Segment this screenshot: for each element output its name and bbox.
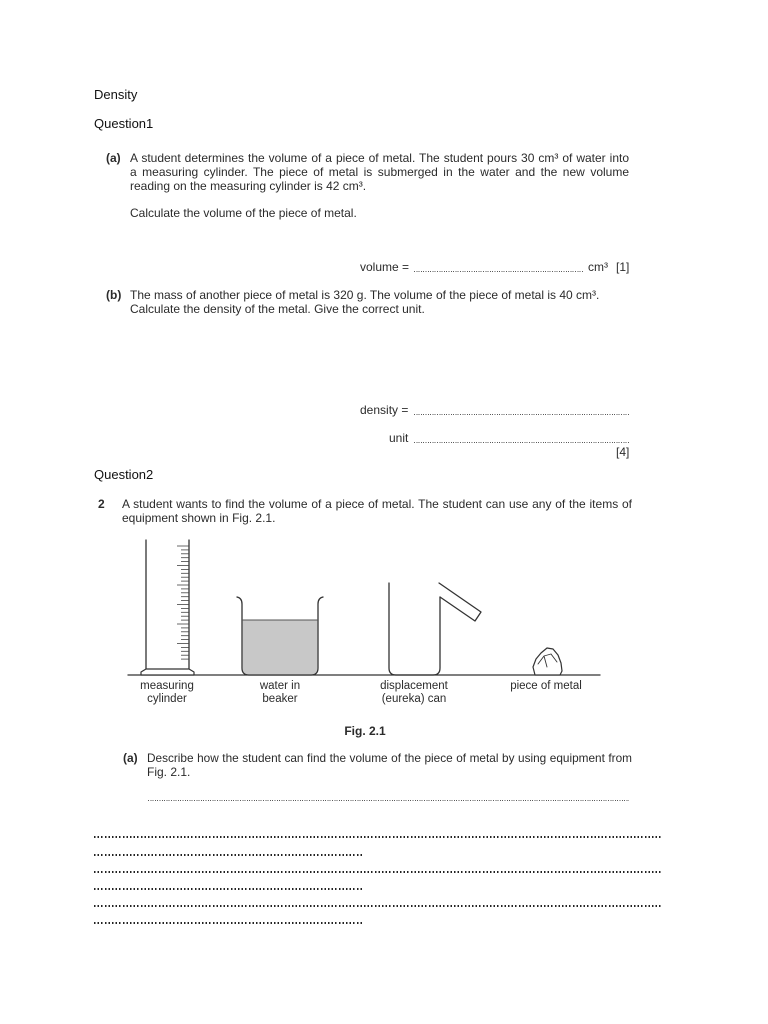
question1-part-b-text-line: The mass of another piece of metal is 320 g. The volume of the piece of metal is 40 cm³. xyxy=(130,288,600,302)
question2-part-a-text-line: Fig. 2.1. xyxy=(147,765,191,779)
figure-caption: Fig. 2.1 xyxy=(344,724,386,738)
label-piece-of-metal xyxy=(486,680,606,693)
label-measuring-cylinder xyxy=(107,680,227,706)
question2-number: 2 xyxy=(98,497,105,511)
label-line: piece of metal xyxy=(510,680,582,692)
volume-answer-label: volume = xyxy=(360,260,410,274)
label-line: beaker xyxy=(262,693,298,705)
density-answer-line xyxy=(414,414,629,415)
label-line: cylinder xyxy=(147,693,187,705)
cylinder-graduations xyxy=(177,546,189,659)
question1-part-a-text-line: a measuring cylinder. The piece of metal is submerged in the water and the new volume xyxy=(130,165,629,179)
can-spout xyxy=(439,583,481,621)
question1-part-a-marks: [1] xyxy=(616,260,630,274)
question1-part-a-text-line: reading on the measuring cylinder is 42 cm³. xyxy=(130,179,367,193)
question2-text-line: equipment shown in Fig. 2.1. xyxy=(122,511,276,525)
cylinder-base xyxy=(141,669,194,675)
displacement-can xyxy=(389,583,481,675)
volume-answer-line xyxy=(414,271,584,272)
label-water-in-beaker xyxy=(220,680,340,706)
question2-part-a-answer-line xyxy=(148,800,629,801)
label-line: displacement xyxy=(380,680,448,692)
answer-line xyxy=(94,922,362,924)
question2-heading: Question2 xyxy=(94,467,154,482)
unit-answer-line xyxy=(414,442,629,443)
density-answer-label: density = xyxy=(360,403,409,417)
question2-text-line: A student wants to find the volume of a piece of metal. The student can use any of the items of xyxy=(122,497,632,511)
answer-line xyxy=(94,905,662,907)
can-body xyxy=(389,583,440,675)
label-line: measuring xyxy=(140,680,194,692)
unit-answer-label: unit xyxy=(389,431,409,445)
answer-line xyxy=(94,871,662,873)
answer-line xyxy=(94,888,362,890)
metal-lump xyxy=(533,648,562,675)
label-displacement-can xyxy=(354,680,474,706)
question2-part-a-text-line: Describe how the student can find the volume of the piece of metal by using equipment from xyxy=(147,751,632,765)
beaker-water xyxy=(243,620,318,674)
beaker-with-water xyxy=(237,597,323,675)
measuring-cylinder xyxy=(141,540,194,675)
question1-part-b-label: (b) xyxy=(106,288,122,302)
label-line: (eureka) can xyxy=(381,693,447,705)
answer-line xyxy=(94,836,662,838)
question2-part-a-label: (a) xyxy=(123,751,138,765)
question1-part-b-marks: [4] xyxy=(616,445,630,459)
question1-part-a-text-line: A student determines the volume of a piece of metal. The student pours 30 cm³ of water into xyxy=(130,151,629,165)
question1-part-a-instruction: Calculate the volume of the piece of metal. xyxy=(130,206,357,220)
answer-line xyxy=(94,854,362,856)
question1-heading: Question1 xyxy=(94,116,154,131)
piece-of-metal xyxy=(533,648,562,675)
question1-part-a-label: (a) xyxy=(106,151,121,165)
question1-part-b-text-line: Calculate the density of the metal. Give the correct unit. xyxy=(130,302,425,316)
document-title: Density xyxy=(94,87,138,102)
label-line: water in xyxy=(259,680,301,692)
volume-answer-unit: cm³ xyxy=(588,260,608,274)
equipment-diagram xyxy=(0,530,768,680)
